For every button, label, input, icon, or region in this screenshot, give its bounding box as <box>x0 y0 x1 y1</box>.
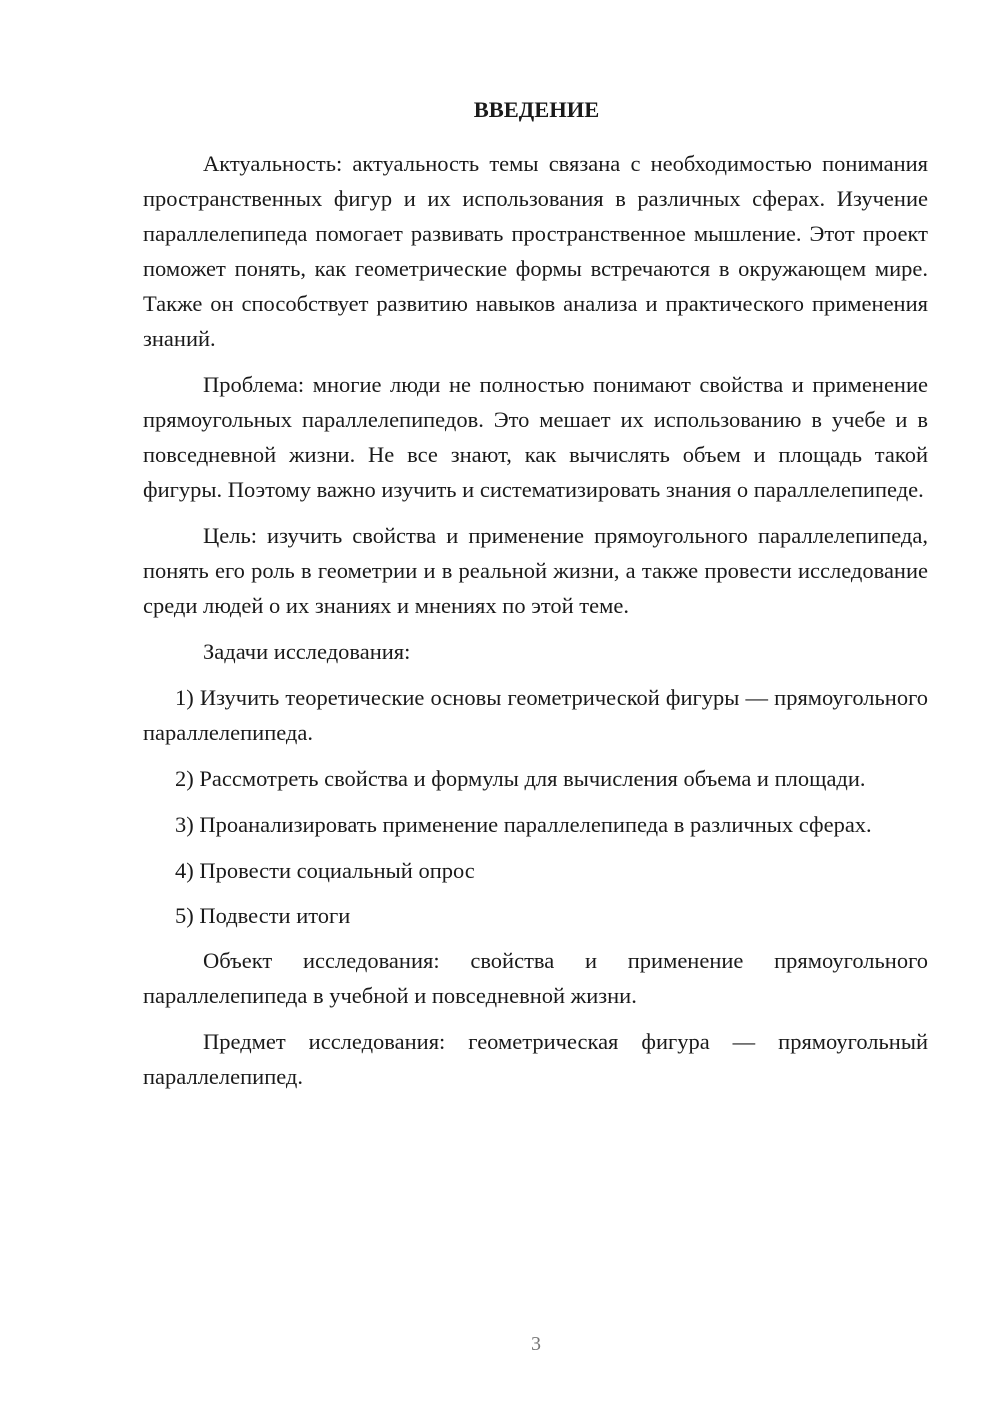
task-item-2: 2) Рассмотреть свойства и формулы для вычисления объема и площади. <box>175 766 866 791</box>
paragraph-object: Объект исследования: свойства и применение прямоугольного параллелепипеда в учебной и повседневной жизни. <box>143 948 928 1008</box>
task-item-1: 1) Изучить теоретические основы геометрической фигуры — прямоугольного параллелепипеда. <box>143 685 928 745</box>
section-heading: ВВЕДЕНИЕ <box>473 97 600 122</box>
task-item-4: 4) Провести социальный опрос <box>175 858 475 883</box>
tasks-title: Задачи исследования: <box>203 639 411 664</box>
paragraph-goal: Цель: изучить свойства и применение прямоугольного параллелепипеда, понять его роль в геометрии и в реальной жизни, а также провести исследование среди людей о их знаниях и мнениях по этой теме. <box>143 523 928 618</box>
task-item-3: 3) Проанализировать применение параллелепипеда в различных сферах. <box>175 812 872 837</box>
page-content <box>143 92 928 1105</box>
page-number: 3 <box>531 1333 541 1355</box>
task-item-5: 5) Подвести итоги <box>175 903 351 928</box>
paragraph-subject: Предмет исследования: геометрическая фигура — прямоугольный параллелепипед. <box>143 1029 928 1089</box>
paragraph-relevance: Актуальность: актуальность темы связана с необходимостью понимания пространственных фигур и их использования в различных сферах. Изучение параллелепипеда помогает развивать пространственное мышление. Этот проект поможет понять, как геометрические формы встречаются в окружающем мире. Также он способствует развитию навыков анализа и практического применения знаний. <box>143 151 928 351</box>
paragraph-problem: Проблема: многие люди не полностью понимают свойства и применение прямоугольных параллелепипедов. Это мешает их использованию в учебе и в повседневной жизни. Не все знают, как вычислять объем и площадь такой фигуры. Поэтому важно изучить и систематизировать знания о параллелепипеде. <box>143 372 928 502</box>
